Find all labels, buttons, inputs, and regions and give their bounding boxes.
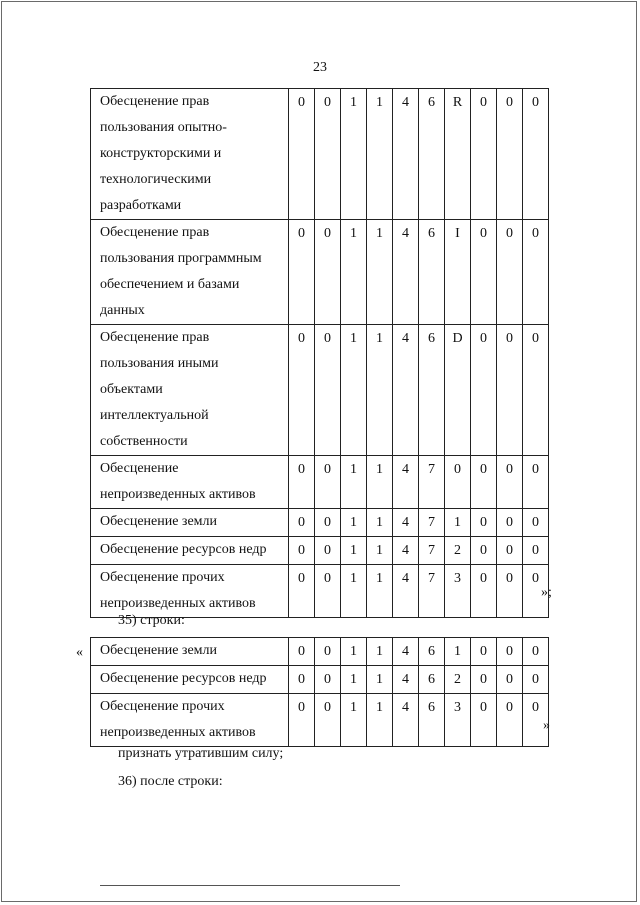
table-row	[91, 220, 549, 325]
code-digit-cell: 0	[289, 638, 315, 666]
page-number: 23	[313, 60, 327, 75]
paragraph-35: 35) строки:	[118, 613, 185, 628]
table-row	[91, 325, 549, 456]
code-digit-cell: 0	[289, 537, 315, 565]
row-name	[91, 537, 289, 565]
code-digit-cell: 0	[523, 537, 549, 565]
code-digit-cell: 7	[419, 565, 445, 618]
code-digit-cell: 1	[341, 694, 367, 747]
code-digit-cell: 1	[367, 456, 393, 509]
row-name	[91, 666, 289, 694]
row-name-line: Обесценение прочих	[100, 699, 225, 714]
code-digit-cell: 0	[523, 509, 549, 537]
row-name-line: конструкторскими и	[100, 146, 222, 161]
row-name-line: Обесценение земли	[100, 643, 218, 658]
code-digit-cell: 3	[445, 565, 471, 618]
code-digit-cell: D	[445, 325, 471, 456]
row-name	[91, 220, 289, 325]
code-digit-cell: 0	[523, 565, 549, 618]
code-digit-cell: 1	[341, 509, 367, 537]
code-digit-cell: 0	[315, 666, 341, 694]
code-digit-cell: 0	[497, 666, 523, 694]
code-digit-cell: 0	[471, 537, 497, 565]
code-digit-cell: 1	[367, 89, 393, 220]
code-digit-cell: 0	[289, 694, 315, 747]
row-name-line: Обесценение прав	[100, 94, 210, 109]
classification-table-2	[90, 637, 549, 747]
code-digit-cell: 0	[315, 565, 341, 618]
code-digit-cell: 1	[445, 638, 471, 666]
code-digit-cell: 0	[497, 325, 523, 456]
row-name	[91, 565, 289, 618]
code-digit-cell: 4	[393, 456, 419, 509]
classification-table-1	[90, 88, 549, 618]
code-digit-cell: 0	[497, 456, 523, 509]
row-name-line: собственности	[100, 434, 188, 449]
code-digit-cell: 0	[471, 694, 497, 747]
code-digit-cell: 0	[523, 638, 549, 666]
row-name-line: непроизведенных активов	[100, 596, 256, 611]
table-row	[91, 565, 549, 618]
code-digit-cell: 6	[419, 220, 445, 325]
code-digit-cell: 4	[393, 694, 419, 747]
code-digit-cell: 0	[497, 537, 523, 565]
code-digit-cell: 0	[523, 220, 549, 325]
table-row	[91, 89, 549, 220]
closing-quote-1: »;	[541, 585, 552, 600]
code-digit-cell: 0	[497, 694, 523, 747]
closing-quote-2: »	[543, 718, 550, 733]
code-digit-cell: 0	[497, 89, 523, 220]
code-digit-cell: 1	[367, 565, 393, 618]
code-digit-cell: 0	[471, 666, 497, 694]
row-name-line: Обесценение прочих	[100, 570, 225, 585]
table-row	[91, 666, 549, 694]
code-digit-cell: 1	[341, 565, 367, 618]
code-digit-cell: 1	[341, 537, 367, 565]
code-digit-cell: 7	[419, 509, 445, 537]
opening-quote-2: «	[76, 645, 83, 660]
code-digit-cell: 4	[393, 565, 419, 618]
code-digit-cell: 7	[419, 537, 445, 565]
paragraph-invalid: признать утратившим силу;	[118, 746, 284, 761]
code-digit-cell: 0	[289, 509, 315, 537]
row-name	[91, 509, 289, 537]
row-name-line: интеллектуальной	[100, 408, 209, 423]
code-digit-cell: 0	[471, 456, 497, 509]
code-digit-cell: 2	[445, 666, 471, 694]
code-digit-cell: 1	[341, 89, 367, 220]
code-digit-cell: 1	[367, 694, 393, 747]
row-name-line: объектами	[100, 382, 163, 397]
code-digit-cell: 0	[315, 537, 341, 565]
code-digit-cell: 4	[393, 89, 419, 220]
code-digit-cell: 0	[315, 89, 341, 220]
code-digit-cell: I	[445, 220, 471, 325]
code-digit-cell: 0	[471, 509, 497, 537]
row-name-line: Обесценение ресурсов недр	[100, 542, 267, 557]
code-digit-cell: 4	[393, 666, 419, 694]
row-name-line: пользования программным	[100, 251, 262, 266]
row-name-line: непроизведенных активов	[100, 487, 256, 502]
code-digit-cell: 0	[497, 220, 523, 325]
code-digit-cell: 0	[523, 666, 549, 694]
table-row	[91, 456, 549, 509]
code-digit-cell: 1	[367, 666, 393, 694]
row-name	[91, 89, 289, 220]
code-digit-cell: 0	[497, 565, 523, 618]
code-digit-cell: 0	[471, 89, 497, 220]
row-name-line: Обесценение	[100, 461, 179, 476]
row-name-line: непроизведенных активов	[100, 725, 256, 740]
code-digit-cell: 1	[367, 509, 393, 537]
code-digit-cell: 1	[367, 638, 393, 666]
table-row	[91, 694, 549, 747]
row-name-line: Обесценение ресурсов недр	[100, 671, 267, 686]
row-name-line: обеспечением и базами	[100, 277, 240, 292]
code-digit-cell: 4	[393, 537, 419, 565]
code-digit-cell: 1	[367, 537, 393, 565]
code-digit-cell: 1	[367, 220, 393, 325]
code-digit-cell: 0	[289, 565, 315, 618]
code-digit-cell: 0	[471, 325, 497, 456]
code-digit-cell: 0	[497, 509, 523, 537]
code-digit-cell: R	[445, 89, 471, 220]
code-digit-cell: 4	[393, 220, 419, 325]
row-name	[91, 325, 289, 456]
code-digit-cell: 1	[367, 325, 393, 456]
code-digit-cell: 0	[523, 325, 549, 456]
code-digit-cell: 1	[341, 638, 367, 666]
code-digit-cell: 0	[471, 638, 497, 666]
code-digit-cell: 0	[289, 89, 315, 220]
code-digit-cell: 4	[393, 325, 419, 456]
code-digit-cell: 0	[289, 220, 315, 325]
code-digit-cell: 6	[419, 694, 445, 747]
code-digit-cell: 0	[471, 220, 497, 325]
code-digit-cell: 2	[445, 537, 471, 565]
table-row	[91, 509, 549, 537]
code-digit-cell: 0	[523, 694, 549, 747]
table-row	[91, 638, 549, 666]
row-name	[91, 456, 289, 509]
code-digit-cell: 1	[341, 220, 367, 325]
row-name-line: данных	[100, 303, 145, 318]
row-name-line: технологическими	[100, 172, 212, 187]
table-row	[91, 537, 549, 565]
row-name-line: пользования иными	[100, 356, 219, 371]
code-digit-cell: 0	[315, 220, 341, 325]
code-digit-cell: 0	[523, 456, 549, 509]
row-name-line: разработками	[100, 198, 182, 213]
code-digit-cell: 0	[523, 89, 549, 220]
code-digit-cell: 0	[315, 456, 341, 509]
code-digit-cell: 4	[393, 509, 419, 537]
row-name-line: Обесценение земли	[100, 514, 218, 529]
code-digit-cell: 1	[341, 666, 367, 694]
code-digit-cell: 3	[445, 694, 471, 747]
row-name-line: Обесценение прав	[100, 225, 210, 240]
code-digit-cell: 1	[445, 509, 471, 537]
code-digit-cell: 4	[393, 638, 419, 666]
row-name-line: пользования опытно-	[100, 120, 227, 135]
code-digit-cell: 0	[471, 565, 497, 618]
code-digit-cell: 6	[419, 89, 445, 220]
code-digit-cell: 0	[289, 666, 315, 694]
code-digit-cell: 0	[315, 509, 341, 537]
code-digit-cell: 0	[289, 456, 315, 509]
code-digit-cell: 0	[445, 456, 471, 509]
code-digit-cell: 6	[419, 325, 445, 456]
code-digit-cell: 7	[419, 456, 445, 509]
row-name-line: Обесценение прав	[100, 330, 210, 345]
code-digit-cell: 0	[315, 325, 341, 456]
code-digit-cell: 1	[341, 456, 367, 509]
footer-rule	[100, 885, 400, 886]
code-digit-cell: 1	[341, 325, 367, 456]
row-name	[91, 638, 289, 666]
code-digit-cell: 0	[497, 638, 523, 666]
row-name	[91, 694, 289, 747]
code-digit-cell: 0	[289, 325, 315, 456]
code-digit-cell: 0	[315, 638, 341, 666]
code-digit-cell: 0	[315, 694, 341, 747]
code-digit-cell: 6	[419, 638, 445, 666]
paragraph-36: 36) после строки:	[118, 774, 223, 789]
code-digit-cell: 6	[419, 666, 445, 694]
